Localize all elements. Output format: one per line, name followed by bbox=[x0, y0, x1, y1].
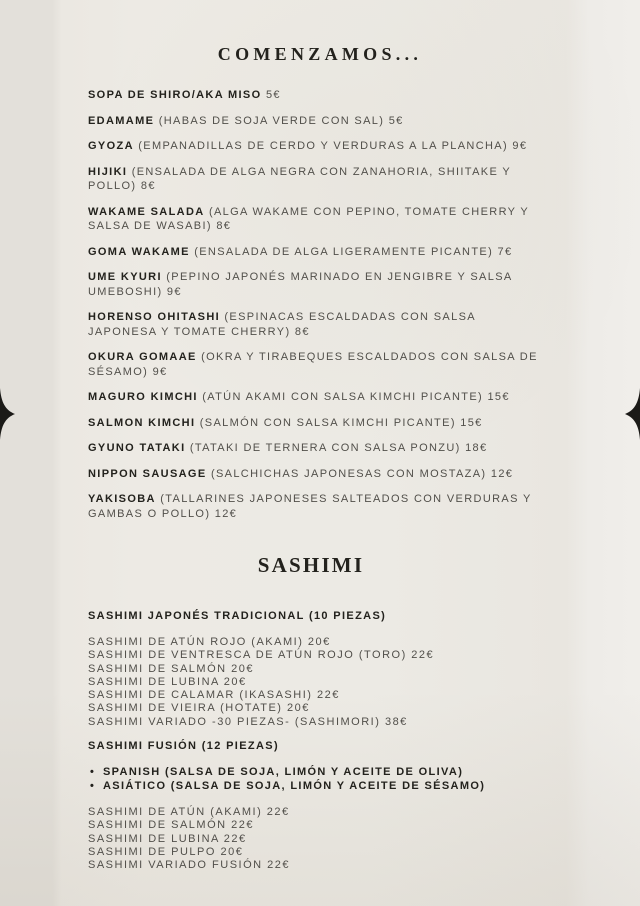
menu-item bbox=[88, 467, 538, 482]
item-price: 12€ bbox=[214, 507, 238, 520]
menu-item bbox=[88, 270, 538, 299]
item-name: UME KYURI bbox=[88, 271, 162, 283]
menu-item bbox=[88, 205, 538, 234]
item-name: OKURA GOMAAE bbox=[88, 351, 197, 363]
starters-title: COMENZAMOS... bbox=[217, 44, 423, 64]
item-name: NIPPON SAUSAGE bbox=[88, 467, 207, 480]
item-price: 8€ bbox=[216, 220, 232, 232]
item-desc: (TATAKI DE TERNERA CON SALSA PONZU) bbox=[189, 442, 461, 454]
item-name: WAKAME SALADA bbox=[88, 205, 205, 218]
sashimi-item: SASHIMI DE ATÚN ROJO (AKAMI) 20€ bbox=[88, 636, 331, 648]
sashimi-item: SASHIMI DE VENTRESCA DE ATÚN ROJO (TORO) 22€ bbox=[88, 649, 435, 662]
sashimi-item: SASHIMI DE PULPO 20€ bbox=[88, 845, 244, 858]
menu-item bbox=[88, 114, 538, 129]
menu-item bbox=[88, 416, 538, 431]
sashimi-item: SASHIMI DE ATÚN (AKAMI) 22€ bbox=[88, 806, 290, 818]
item-name: HIJIKI bbox=[88, 165, 128, 178]
sashimi-item: SASHIMI DE LUBINA 22€ bbox=[88, 832, 247, 845]
item-price: 8€ bbox=[140, 180, 156, 192]
item-name: SALMON KIMCHI bbox=[88, 416, 196, 429]
item-name: MAGURO KIMCHI bbox=[88, 391, 198, 403]
sparkle-left-icon bbox=[0, 388, 15, 440]
item-name: HORENSO OHITASHI bbox=[88, 311, 221, 323]
item-desc: (ALGA WAKAME CON PEPINO, TOMATE CHERRY Y SALSA DE WASABI) bbox=[88, 205, 529, 232]
menu-item bbox=[88, 88, 538, 103]
item-price: 8€ bbox=[294, 325, 310, 338]
menu-item bbox=[88, 310, 538, 339]
item-price: 9€ bbox=[512, 140, 528, 152]
starters-list bbox=[88, 88, 538, 532]
item-price: 5€ bbox=[388, 114, 404, 127]
sashimi-item: SASHIMI DE SALMÓN 20€ bbox=[88, 662, 254, 675]
item-name: EDAMAME bbox=[88, 114, 155, 127]
item-desc: (ENSALADA DE ALGA NEGRA CON ZANAHORIA, SHIITAKE Y POLLO) bbox=[88, 165, 511, 192]
item-price: 18€ bbox=[465, 442, 488, 454]
item-name: SOPA DE SHIRO/AKA MISO bbox=[88, 89, 262, 101]
sashimi-traditional-list bbox=[88, 636, 558, 729]
sashimi-item: SASHIMI DE VIEIRA (HOTATE) 20€ bbox=[88, 702, 310, 715]
menu-item bbox=[88, 390, 538, 405]
item-desc: (OKRA Y TIRABEQUES ESCALDADOS CON SALSA DE SÉSAMO) bbox=[88, 351, 538, 378]
item-desc: (ENSALADA DE ALGA LIGERAMENTE PICANTE) bbox=[194, 245, 494, 258]
item-name: GOMA WAKAME bbox=[88, 245, 190, 258]
sashimi-item: SASHIMI VARIADO -30 PIEZAS- (SASHIMORI) 38€ bbox=[88, 715, 408, 728]
sashimi-item: SASHIMI VARIADO FUSIÓN 22€ bbox=[88, 859, 291, 872]
sashimi-traditional-header: SASHIMI JAPONÉS TRADICIONAL (10 PIEZAS) bbox=[88, 610, 387, 622]
menu-item bbox=[88, 245, 538, 260]
item-desc: (SALMÓN CON SALSA KIMCHI PICANTE) bbox=[199, 416, 456, 429]
menu-item bbox=[88, 165, 538, 194]
sashimi-fusion-list bbox=[88, 806, 558, 872]
item-price: 7€ bbox=[497, 245, 513, 258]
fusion-option: • SPANISH (SALSA DE SOJA, LIMÓN Y ACEITE DE OLIVA) bbox=[90, 765, 560, 779]
menu-item bbox=[88, 350, 538, 379]
item-name: YAKISOBA bbox=[88, 493, 156, 505]
item-price: 15€ bbox=[487, 391, 510, 403]
sashimi-title: SASHIMI bbox=[257, 553, 365, 577]
item-desc: (ESPINACAS ESCALDADAS CON SALSA JAPONESA Y TOMATE CHERRY) bbox=[88, 311, 476, 338]
menu-item bbox=[88, 441, 538, 456]
item-desc: (TALLARINES JAPONESES SALTEADOS CON VERDURAS Y GAMBAS O POLLO) bbox=[88, 493, 532, 520]
sashimi-item: SASHIMI DE CALAMAR (IKASASHI) 22€ bbox=[88, 689, 340, 702]
fusion-option: • ASIÁTICO (SALSA DE SOJA, LIMÓN Y ACEITE DE SÉSAMO) bbox=[90, 779, 560, 793]
item-desc: (HABAS DE SOJA VERDE CON SAL) bbox=[158, 114, 385, 127]
sashimi-item: SASHIMI DE SALMÓN 22€ bbox=[88, 819, 254, 832]
menu-item bbox=[88, 492, 538, 521]
item-price: 15€ bbox=[460, 416, 483, 429]
menu-item bbox=[88, 139, 538, 154]
item-price: 9€ bbox=[166, 285, 182, 298]
item-desc: (EMPANADILLAS DE CERDO Y VERDURAS A LA PLANCHA) bbox=[138, 140, 508, 152]
sashimi-fusion-header: SASHIMI FUSIÓN (12 PIEZAS) bbox=[88, 740, 279, 752]
item-name: GYUNO TATAKI bbox=[88, 442, 186, 454]
item-desc: (SALCHICHAS JAPONESAS CON MOSTAZA) bbox=[210, 467, 487, 480]
item-price: 12€ bbox=[490, 467, 514, 480]
item-desc: (ATÚN AKAMI CON SALSA KIMCHI PICANTE) bbox=[202, 391, 484, 403]
sashimi-item: SASHIMI DE LUBINA 20€ bbox=[88, 675, 247, 688]
item-name: GYOZA bbox=[88, 140, 134, 152]
fusion-options-list bbox=[90, 765, 560, 793]
item-price: 5€ bbox=[265, 89, 281, 101]
item-price: 9€ bbox=[152, 365, 168, 378]
sparkle-right-icon bbox=[625, 388, 640, 440]
item-desc: (PEPINO JAPONÉS MARINADO EN JENGIBRE Y SALSA UMEBOSHI) bbox=[88, 271, 512, 298]
